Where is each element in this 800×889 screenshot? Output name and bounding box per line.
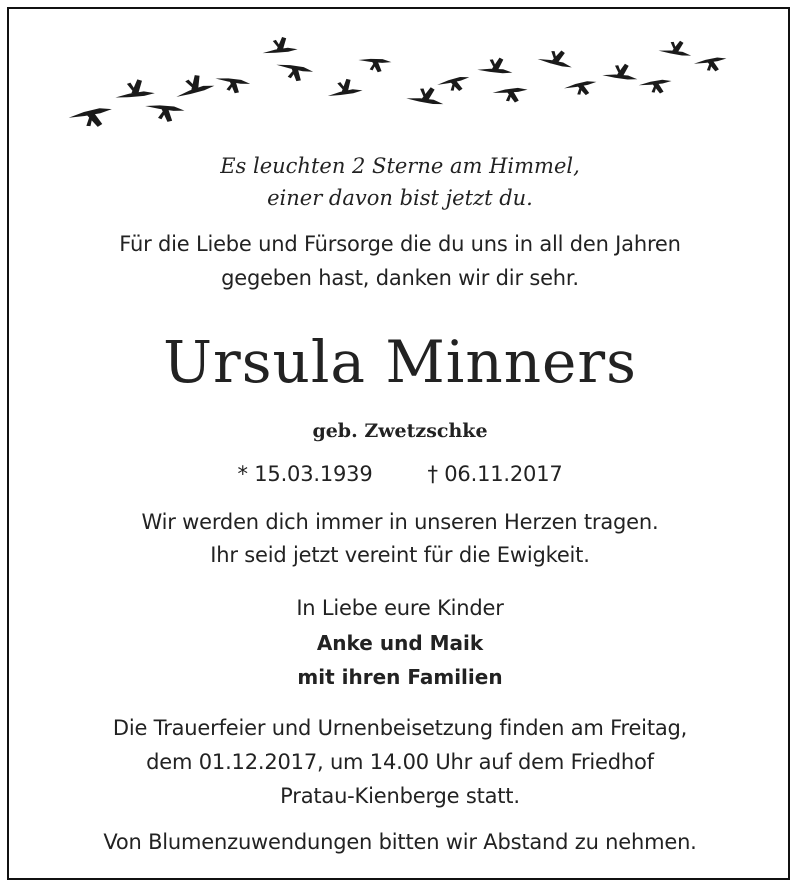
thanks-line-2: gegeben hast, danken wir dir sehr. [221,266,579,290]
flying-cranes-icon [55,32,735,132]
crane-silhouette [563,80,598,99]
deceased-name: Ursula Minners [163,328,637,396]
thanks-line-1: Für die Liebe und Fürsorge die du uns in all den Jahren [119,232,681,256]
maiden-name: geb. Zwetzschke [312,420,488,442]
ceremony-line-3: Pratau-Kienberge statt. [280,784,520,808]
crane-silhouette [68,106,114,131]
crane-silhouette [693,56,728,74]
signature-intro: In Liebe eure Kinder [296,596,504,620]
flowers-note: Von Blumenzuwendungen bitten wir Abstand zu nehmen. [103,830,697,854]
ceremony-line-2: dem 01.12.2017, um 14.00 Uhr auf dem Friedhof [146,750,654,774]
crane-silhouette [326,77,363,97]
crane-silhouette [602,61,639,81]
crane-silhouette [172,71,215,98]
verse-line-2: einer davon bist jetzt du. [267,186,533,210]
crane-silhouette [114,78,155,98]
crane-silhouette [492,87,528,104]
memorial-line-1: Wir werden dich immer in unseren Herzen tragen. [141,510,659,534]
ceremony-line-1: Die Trauerfeier und Urnenbeisetzung finden am Freitag, [112,716,688,740]
crane-silhouette [213,75,250,95]
crane-silhouette [437,75,472,95]
crane-silhouette [274,61,314,84]
crane-silhouette [537,45,575,69]
life-dates [0,462,800,486]
memorial-line-2: Ihr seid jetzt vereint für die Ewigkeit. [210,543,590,567]
crane-silhouette [406,83,446,105]
crane-silhouette [358,57,392,73]
crane-silhouette [658,37,693,57]
birth-date: * 15.03.1939 [237,462,373,486]
crane-silhouette [261,36,297,54]
signature-families: mit ihren Familien [297,665,503,689]
signature-names: Anke und Maik [316,631,484,655]
death-date: † 06.11.2017 [427,462,563,486]
crane-silhouette [477,55,514,74]
verse-line-1: Es leuchten 2 Sterne am Himmel, [220,154,580,178]
crane-silhouette [143,102,184,124]
crane-silhouette [638,79,672,96]
